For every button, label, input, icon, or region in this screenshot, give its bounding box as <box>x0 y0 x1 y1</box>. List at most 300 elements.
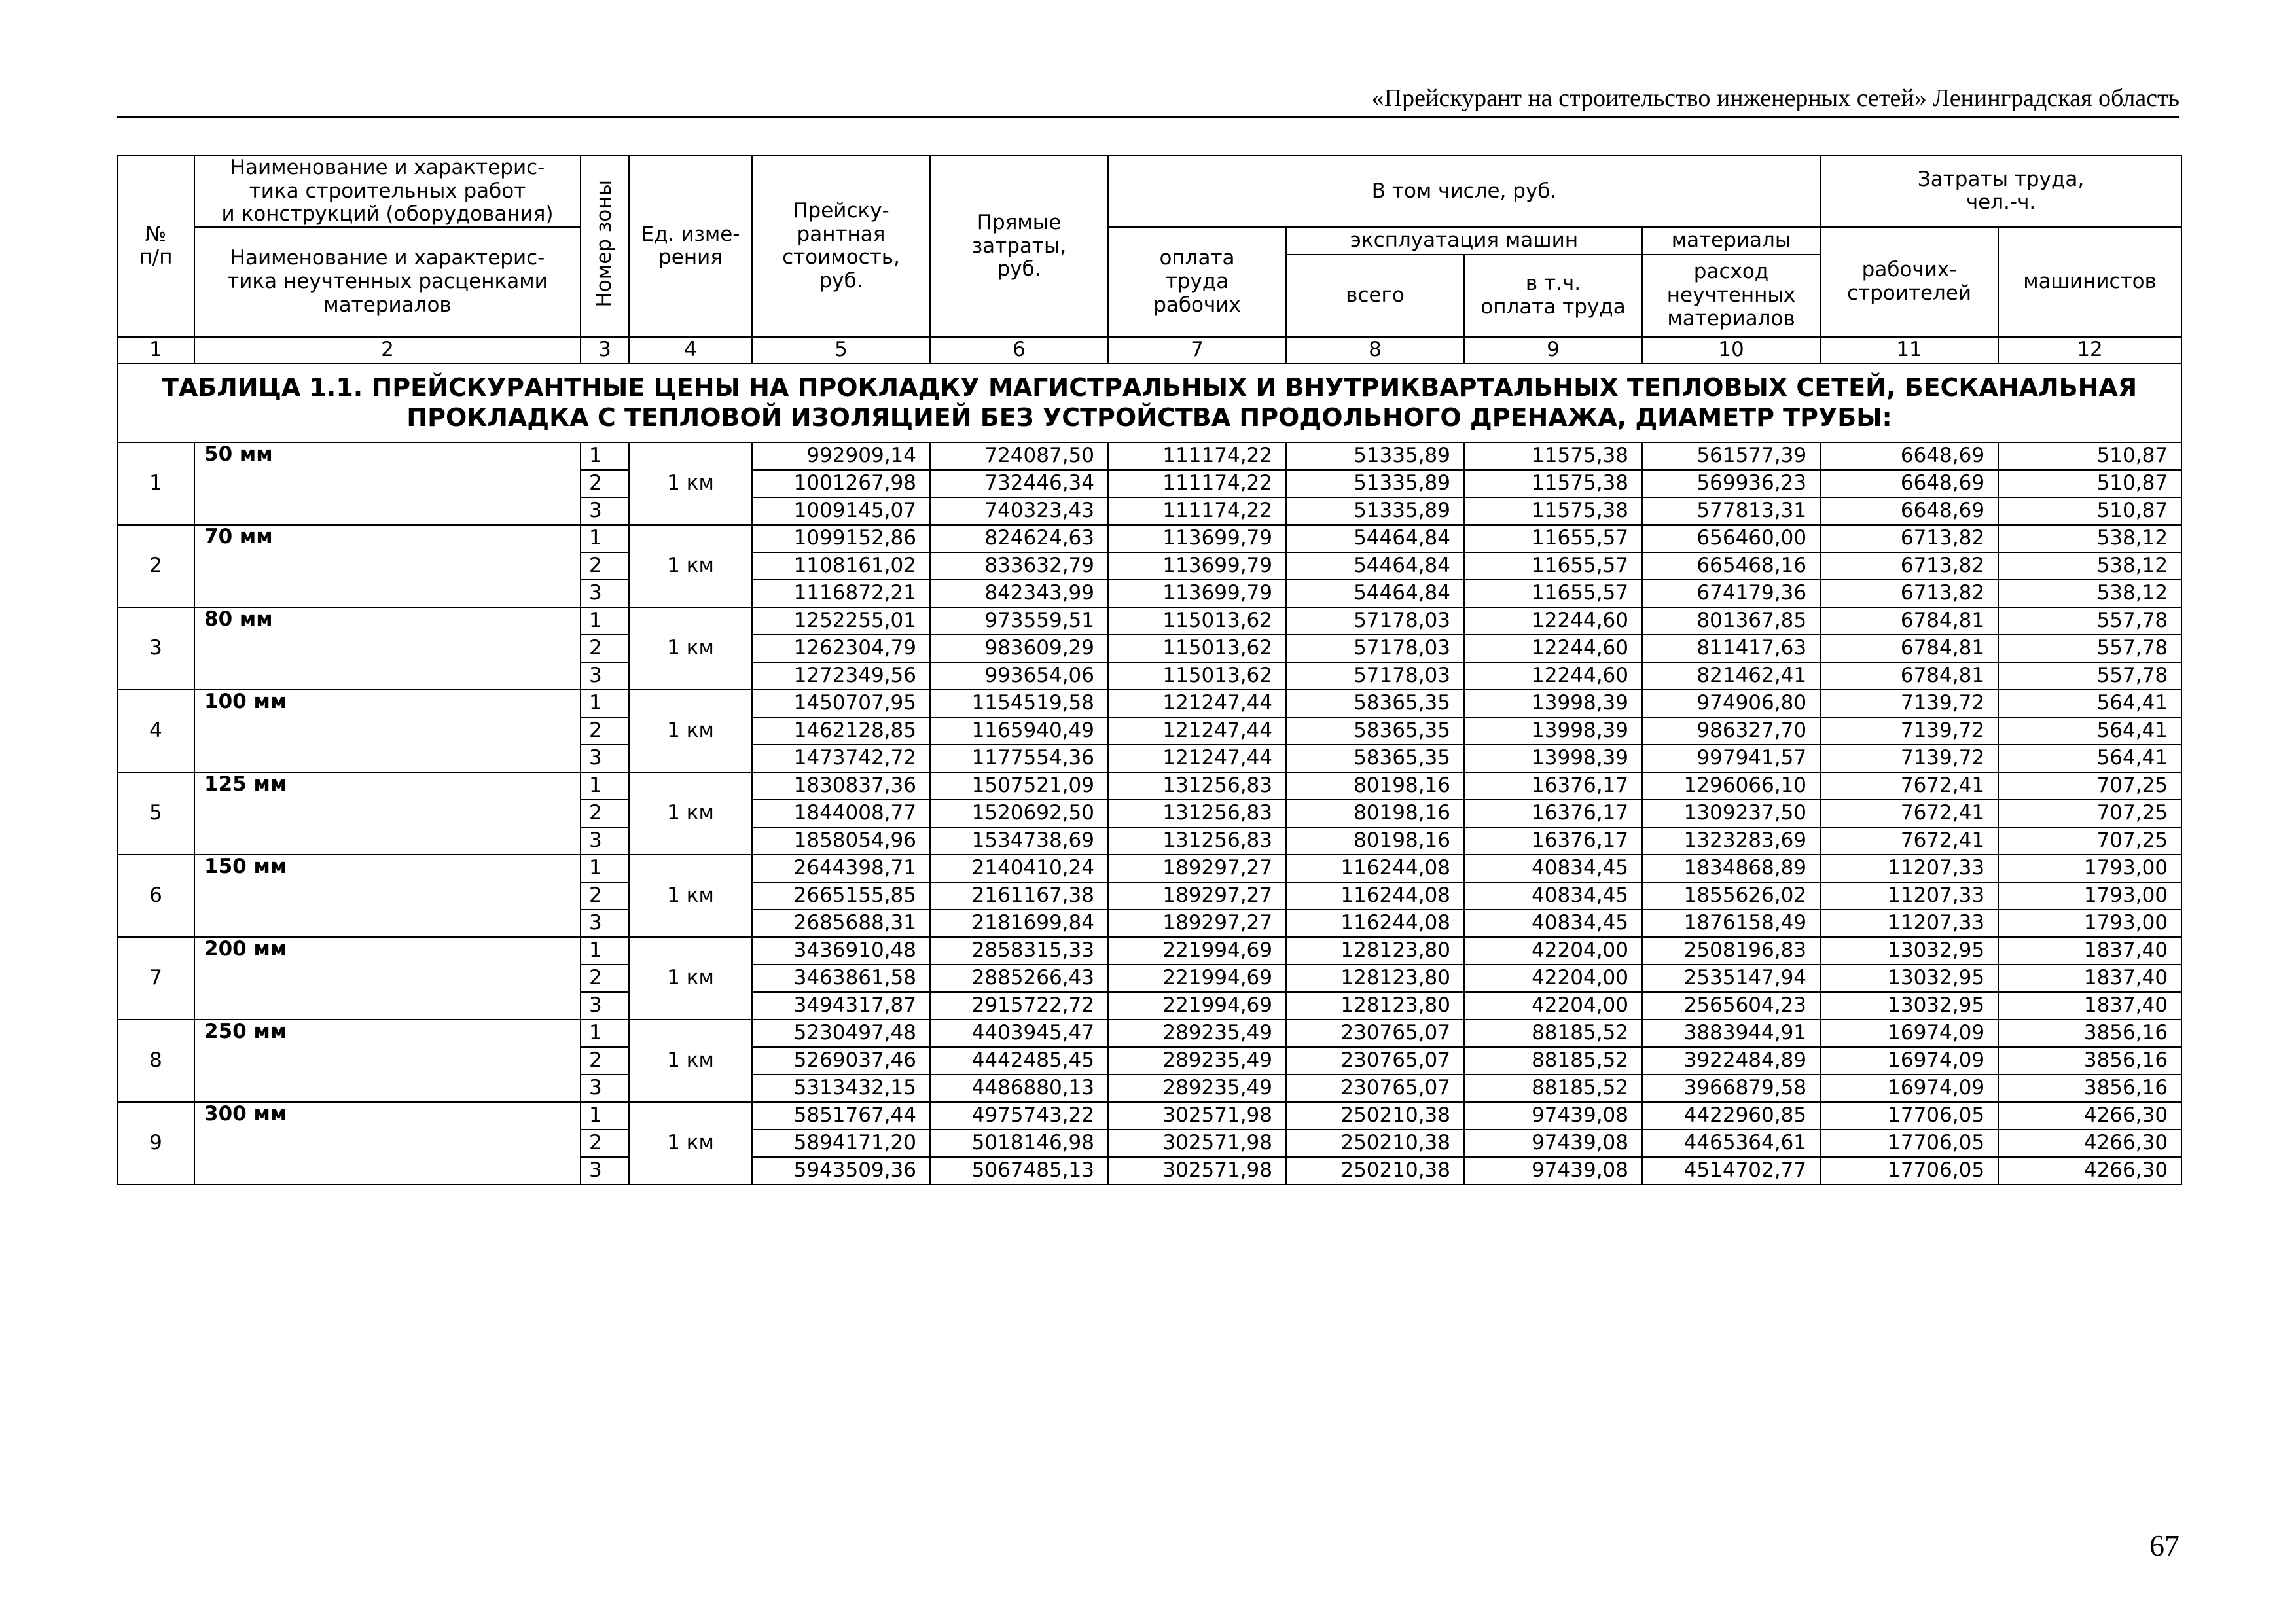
labor-pay-cell: 131256,83 <box>1108 827 1286 855</box>
direct-cost-cell: 993654,06 <box>930 662 1108 690</box>
zone-cell: 1 <box>581 772 629 800</box>
labor-pay-cell: 131256,83 <box>1108 772 1286 800</box>
operators-hours-cell: 1793,00 <box>1998 910 2181 937</box>
machines-total-cell: 57178,03 <box>1286 635 1464 662</box>
direct-cost-cell: 2140410,24 <box>930 855 1108 882</box>
direct-cost-cell: 1534738,69 <box>930 827 1108 855</box>
table-row <box>117 607 2181 635</box>
col-number: 3 <box>581 337 629 363</box>
labor-pay-cell: 121247,44 <box>1108 745 1286 772</box>
column-number-row <box>117 337 2181 363</box>
operators-hours-cell: 1837,40 <box>1998 992 2181 1020</box>
materials-cell: 569936,23 <box>1642 470 1820 497</box>
item-number: 8 <box>117 1020 194 1102</box>
machines-total-cell: 51335,89 <box>1286 497 1464 525</box>
machines-total-cell: 51335,89 <box>1286 442 1464 470</box>
operators-hours-cell: 564,41 <box>1998 717 2181 745</box>
direct-cost-cell: 1507521,09 <box>930 772 1108 800</box>
machines-labor-cell: 16376,17 <box>1464 800 1642 827</box>
operators-hours-cell: 538,12 <box>1998 580 2181 607</box>
materials-cell: 3922484,89 <box>1642 1047 1820 1075</box>
operators-hours-cell: 510,87 <box>1998 442 2181 470</box>
table-row <box>117 1020 2181 1047</box>
price-cell: 1272349,56 <box>752 662 930 690</box>
table-row <box>117 442 2181 470</box>
col-number: 8 <box>1286 337 1464 363</box>
operators-hours-cell: 3856,16 <box>1998 1047 2181 1075</box>
zone-cell: 2 <box>581 965 629 992</box>
unit-cell: 1 км <box>629 937 752 1020</box>
machines-total-cell: 80198,16 <box>1286 800 1464 827</box>
direct-cost-cell: 1165940,49 <box>930 717 1108 745</box>
workers-hours-cell: 6784,81 <box>1820 635 1998 662</box>
labor-pay-cell: 289235,49 <box>1108 1075 1286 1102</box>
price-table <box>117 155 2182 1185</box>
zone-cell: 3 <box>581 1157 629 1185</box>
zone-cell: 3 <box>581 1075 629 1102</box>
operators-hours-cell: 1837,40 <box>1998 937 2181 965</box>
machines-total-cell: 116244,08 <box>1286 910 1464 937</box>
operators-hours-cell: 4266,30 <box>1998 1130 2181 1157</box>
price-cell: 1009145,07 <box>752 497 930 525</box>
price-cell: 1844008,77 <box>752 800 930 827</box>
machines-labor-cell: 42204,00 <box>1464 992 1642 1020</box>
machines-labor-cell: 97439,08 <box>1464 1157 1642 1185</box>
col-number: 7 <box>1108 337 1286 363</box>
machines-labor-cell: 11575,38 <box>1464 442 1642 470</box>
price-cell: 3494317,87 <box>752 992 930 1020</box>
workers-hours-cell: 7672,41 <box>1820 827 1998 855</box>
table-row <box>117 690 2181 717</box>
labor-pay-cell: 111174,22 <box>1108 442 1286 470</box>
workers-hours-cell: 11207,33 <box>1820 882 1998 910</box>
header-unit: Ед. изме- рения <box>629 156 752 337</box>
materials-cell: 1855626,02 <box>1642 882 1820 910</box>
item-number: 4 <box>117 690 194 772</box>
materials-cell: 665468,16 <box>1642 552 1820 580</box>
item-number: 7 <box>117 937 194 1020</box>
operators-hours-cell: 707,25 <box>1998 827 2181 855</box>
item-number: 5 <box>117 772 194 855</box>
header-name-top: Наименование и характерис- тика строительных работ и конструкций (оборудования) <box>194 156 581 227</box>
machines-labor-cell: 13998,39 <box>1464 717 1642 745</box>
price-cell: 1116872,21 <box>752 580 930 607</box>
unit-cell: 1 км <box>629 607 752 690</box>
direct-cost-cell: 724087,50 <box>930 442 1108 470</box>
labor-pay-cell: 302571,98 <box>1108 1157 1286 1185</box>
machines-total-cell: 51335,89 <box>1286 470 1464 497</box>
table-row <box>117 1102 2181 1130</box>
materials-cell: 4514702,77 <box>1642 1157 1820 1185</box>
item-name: 250 мм <box>194 1020 581 1102</box>
item-number: 2 <box>117 525 194 607</box>
table-row <box>117 937 2181 965</box>
zone-cell: 2 <box>581 470 629 497</box>
table-row <box>117 855 2181 882</box>
direct-cost-cell: 732446,34 <box>930 470 1108 497</box>
machines-total-cell: 250210,38 <box>1286 1102 1464 1130</box>
workers-hours-cell: 6648,69 <box>1820 497 1998 525</box>
zone-cell: 3 <box>581 745 629 772</box>
labor-pay-cell: 221994,69 <box>1108 992 1286 1020</box>
direct-cost-cell: 4486880,13 <box>930 1075 1108 1102</box>
col-number: 6 <box>930 337 1108 363</box>
item-number: 9 <box>117 1102 194 1185</box>
item-name: 50 мм <box>194 442 581 525</box>
price-cell: 5851767,44 <box>752 1102 930 1130</box>
workers-hours-cell: 11207,33 <box>1820 910 1998 937</box>
operators-hours-cell: 557,78 <box>1998 662 2181 690</box>
operators-hours-cell: 557,78 <box>1998 635 2181 662</box>
col-number: 4 <box>629 337 752 363</box>
machines-labor-cell: 13998,39 <box>1464 745 1642 772</box>
zone-cell: 2 <box>581 635 629 662</box>
running-header: «Прейскурант на строительство инженерных сетей» Ленинградская область <box>1371 84 2179 112</box>
header-group-incl: В том числе, руб. <box>1108 156 1820 227</box>
materials-cell: 1309237,50 <box>1642 800 1820 827</box>
machines-labor-cell: 12244,60 <box>1464 635 1642 662</box>
machines-labor-cell: 16376,17 <box>1464 827 1642 855</box>
price-cell: 1830837,36 <box>752 772 930 800</box>
header-labor-pay: оплата труда рабочих <box>1108 227 1286 337</box>
materials-cell: 811417,63 <box>1642 635 1820 662</box>
machines-labor-cell: 42204,00 <box>1464 965 1642 992</box>
operators-hours-cell: 3856,16 <box>1998 1020 2181 1047</box>
machines-total-cell: 80198,16 <box>1286 827 1464 855</box>
direct-cost-cell: 740323,43 <box>930 497 1108 525</box>
direct-cost-cell: 1520692,50 <box>930 800 1108 827</box>
price-cell: 3463861,58 <box>752 965 930 992</box>
col-number: 12 <box>1998 337 2181 363</box>
section-title: ТАБЛИЦА 1.1. ПРЕЙСКУРАНТНЫЕ ЦЕНЫ НА ПРОКЛАДКУ МАГИСТРАЛЬНЫХ И ВНУТРИКВАРТАЛЬНЫХ ТЕПЛОВЫХ СЕТЕЙ, БЕСКАНАЛЬНАЯ ПРОКЛАДКА С ТЕПЛОВОЙ ИЗОЛЯЦИЕЙ БЕЗ УСТРОЙСТВА ПРОДОЛЬНОГО ДРЕНАЖА, ДИАМЕТР ТРУБЫ: <box>117 363 2181 442</box>
zone-cell: 2 <box>581 800 629 827</box>
item-number: 1 <box>117 442 194 525</box>
machines-total-cell: 128123,80 <box>1286 937 1464 965</box>
unit-cell: 1 км <box>629 1020 752 1102</box>
labor-pay-cell: 121247,44 <box>1108 717 1286 745</box>
zone-cell: 1 <box>581 1102 629 1130</box>
materials-cell: 656460,00 <box>1642 525 1820 552</box>
machines-labor-cell: 16376,17 <box>1464 772 1642 800</box>
direct-cost-cell: 5018146,98 <box>930 1130 1108 1157</box>
materials-cell: 2565604,23 <box>1642 992 1820 1020</box>
item-number: 3 <box>117 607 194 690</box>
price-cell: 5894171,20 <box>752 1130 930 1157</box>
operators-hours-cell: 1793,00 <box>1998 882 2181 910</box>
header-name-bottom: Наименование и характерис- тика неучтенных расценками материалов <box>194 227 581 337</box>
header-group-machines: эксплуатация машин <box>1286 227 1642 255</box>
machines-labor-cell: 42204,00 <box>1464 937 1642 965</box>
machines-total-cell: 57178,03 <box>1286 662 1464 690</box>
labor-pay-cell: 115013,62 <box>1108 635 1286 662</box>
machines-labor-cell: 11575,38 <box>1464 470 1642 497</box>
price-cell: 1262304,79 <box>752 635 930 662</box>
header-group-materials: материалы <box>1642 227 1820 255</box>
labor-pay-cell: 111174,22 <box>1108 470 1286 497</box>
labor-pay-cell: 221994,69 <box>1108 965 1286 992</box>
header-no: № п/п <box>117 156 194 337</box>
page-number: 67 <box>2149 1529 2179 1562</box>
zone-cell: 2 <box>581 552 629 580</box>
machines-total-cell: 80198,16 <box>1286 772 1464 800</box>
zone-cell: 1 <box>581 690 629 717</box>
materials-cell: 997941,57 <box>1642 745 1820 772</box>
operators-hours-cell: 3856,16 <box>1998 1075 2181 1102</box>
item-number: 6 <box>117 855 194 937</box>
operators-hours-cell: 1793,00 <box>1998 855 2181 882</box>
labor-pay-cell: 189297,27 <box>1108 855 1286 882</box>
col-number: 9 <box>1464 337 1642 363</box>
machines-labor-cell: 11655,57 <box>1464 580 1642 607</box>
machines-labor-cell: 12244,60 <box>1464 607 1642 635</box>
materials-cell: 821462,41 <box>1642 662 1820 690</box>
price-cell: 1450707,95 <box>752 690 930 717</box>
price-cell: 5943509,36 <box>752 1157 930 1185</box>
workers-hours-cell: 17706,05 <box>1820 1102 1998 1130</box>
price-cell: 1252255,01 <box>752 607 930 635</box>
machines-labor-cell: 11575,38 <box>1464 497 1642 525</box>
machines-total-cell: 58365,35 <box>1286 745 1464 772</box>
materials-cell: 801367,85 <box>1642 607 1820 635</box>
machines-total-cell: 128123,80 <box>1286 992 1464 1020</box>
operators-hours-cell: 4266,30 <box>1998 1157 2181 1185</box>
machines-total-cell: 250210,38 <box>1286 1157 1464 1185</box>
machines-total-cell: 57178,03 <box>1286 607 1464 635</box>
item-name: 150 мм <box>194 855 581 937</box>
machines-labor-cell: 40834,45 <box>1464 855 1642 882</box>
machines-total-cell: 54464,84 <box>1286 525 1464 552</box>
labor-pay-cell: 302571,98 <box>1108 1130 1286 1157</box>
operators-hours-cell: 564,41 <box>1998 690 2181 717</box>
zone-cell: 3 <box>581 580 629 607</box>
machines-total-cell: 58365,35 <box>1286 690 1464 717</box>
zone-cell: 1 <box>581 1020 629 1047</box>
workers-hours-cell: 6784,81 <box>1820 662 1998 690</box>
direct-cost-cell: 1154519,58 <box>930 690 1108 717</box>
direct-cost-cell: 1177554,36 <box>930 745 1108 772</box>
item-name: 100 мм <box>194 690 581 772</box>
header-mach-labor: в т.ч. оплата труда <box>1464 255 1642 337</box>
machines-total-cell: 250210,38 <box>1286 1130 1464 1157</box>
workers-hours-cell: 6713,82 <box>1820 552 1998 580</box>
zone-cell: 1 <box>581 442 629 470</box>
labor-pay-cell: 131256,83 <box>1108 800 1286 827</box>
materials-cell: 3883944,91 <box>1642 1020 1820 1047</box>
price-cell: 1462128,85 <box>752 717 930 745</box>
zone-cell: 2 <box>581 717 629 745</box>
direct-cost-cell: 4975743,22 <box>930 1102 1108 1130</box>
direct-cost-cell: 4403945,47 <box>930 1020 1108 1047</box>
machines-total-cell: 230765,07 <box>1286 1020 1464 1047</box>
workers-hours-cell: 7672,41 <box>1820 800 1998 827</box>
price-cell: 5230497,48 <box>752 1020 930 1047</box>
unit-cell: 1 км <box>629 442 752 525</box>
machines-labor-cell: 11655,57 <box>1464 552 1642 580</box>
price-cell: 1473742,72 <box>752 745 930 772</box>
zone-cell: 2 <box>581 1130 629 1157</box>
zone-cell: 2 <box>581 1047 629 1075</box>
zone-cell: 1 <box>581 525 629 552</box>
table-header <box>117 156 2181 442</box>
machines-total-cell: 230765,07 <box>1286 1075 1464 1102</box>
zone-cell: 3 <box>581 497 629 525</box>
machines-labor-cell: 11655,57 <box>1464 525 1642 552</box>
unit-cell: 1 км <box>629 1102 752 1185</box>
operators-hours-cell: 510,87 <box>1998 497 2181 525</box>
col-number: 1 <box>117 337 194 363</box>
unit-cell: 1 км <box>629 855 752 937</box>
operators-hours-cell: 4266,30 <box>1998 1102 2181 1130</box>
workers-hours-cell: 6784,81 <box>1820 607 1998 635</box>
operators-hours-cell: 538,12 <box>1998 552 2181 580</box>
workers-hours-cell: 7672,41 <box>1820 772 1998 800</box>
direct-cost-cell: 983609,29 <box>930 635 1108 662</box>
labor-pay-cell: 111174,22 <box>1108 497 1286 525</box>
direct-cost-cell: 973559,51 <box>930 607 1108 635</box>
direct-cost-cell: 2858315,33 <box>930 937 1108 965</box>
labor-pay-cell: 289235,49 <box>1108 1020 1286 1047</box>
direct-cost-cell: 833632,79 <box>930 552 1108 580</box>
operators-hours-cell: 707,25 <box>1998 800 2181 827</box>
price-cell: 5269037,46 <box>752 1047 930 1075</box>
labor-pay-cell: 113699,79 <box>1108 580 1286 607</box>
table-body <box>117 442 2181 1185</box>
header-materials: расход неучтенных материалов <box>1642 255 1820 337</box>
price-cell: 1858054,96 <box>752 827 930 855</box>
workers-hours-cell: 7139,72 <box>1820 717 1998 745</box>
machines-total-cell: 58365,35 <box>1286 717 1464 745</box>
operators-hours-cell: 1837,40 <box>1998 965 2181 992</box>
direct-cost-cell: 824624,63 <box>930 525 1108 552</box>
machines-total-cell: 116244,08 <box>1286 855 1464 882</box>
machines-total-cell: 230765,07 <box>1286 1047 1464 1075</box>
workers-hours-cell: 7139,72 <box>1820 690 1998 717</box>
col-number: 11 <box>1820 337 1998 363</box>
operators-hours-cell: 538,12 <box>1998 525 2181 552</box>
header-zone-label: Номер зоны <box>592 179 617 308</box>
machines-labor-cell: 97439,08 <box>1464 1130 1642 1157</box>
operators-hours-cell: 557,78 <box>1998 607 2181 635</box>
item-name: 70 мм <box>194 525 581 607</box>
machines-total-cell: 54464,84 <box>1286 552 1464 580</box>
direct-cost-cell: 2885266,43 <box>930 965 1108 992</box>
item-name: 300 мм <box>194 1102 581 1185</box>
labor-pay-cell: 113699,79 <box>1108 525 1286 552</box>
zone-cell: 1 <box>581 607 629 635</box>
zone-cell: 3 <box>581 662 629 690</box>
materials-cell: 2508196,83 <box>1642 937 1820 965</box>
machines-labor-cell: 97439,08 <box>1464 1102 1642 1130</box>
machines-labor-cell: 88185,52 <box>1464 1020 1642 1047</box>
labor-pay-cell: 115013,62 <box>1108 662 1286 690</box>
workers-hours-cell: 11207,33 <box>1820 855 1998 882</box>
header-rule <box>117 116 2179 118</box>
zone-cell: 3 <box>581 827 629 855</box>
price-cell: 5313432,15 <box>752 1075 930 1102</box>
table-row <box>117 525 2181 552</box>
zone-cell: 3 <box>581 992 629 1020</box>
materials-cell: 3966879,58 <box>1642 1075 1820 1102</box>
table-row <box>117 772 2181 800</box>
header-mach-total: всего <box>1286 255 1464 337</box>
labor-pay-cell: 302571,98 <box>1108 1102 1286 1130</box>
direct-cost-cell: 5067485,13 <box>930 1157 1108 1185</box>
price-cell: 1099152,86 <box>752 525 930 552</box>
machines-total-cell: 116244,08 <box>1286 882 1464 910</box>
item-name: 200 мм <box>194 937 581 1020</box>
machines-labor-cell: 88185,52 <box>1464 1047 1642 1075</box>
labor-pay-cell: 115013,62 <box>1108 607 1286 635</box>
header-zone <box>581 156 629 337</box>
labor-pay-cell: 113699,79 <box>1108 552 1286 580</box>
zone-cell: 1 <box>581 855 629 882</box>
header-price: Прейску- рантная стоимость, руб. <box>752 156 930 337</box>
item-name: 80 мм <box>194 607 581 690</box>
materials-cell: 561577,39 <box>1642 442 1820 470</box>
col-number: 5 <box>752 337 930 363</box>
workers-hours-cell: 16974,09 <box>1820 1075 1998 1102</box>
machines-labor-cell: 40834,45 <box>1464 882 1642 910</box>
materials-cell: 1323283,69 <box>1642 827 1820 855</box>
col-number: 2 <box>194 337 581 363</box>
materials-cell: 4465364,61 <box>1642 1130 1820 1157</box>
labor-pay-cell: 221994,69 <box>1108 937 1286 965</box>
price-cell: 3436910,48 <box>752 937 930 965</box>
machines-labor-cell: 88185,52 <box>1464 1075 1642 1102</box>
materials-cell: 1834868,89 <box>1642 855 1820 882</box>
materials-cell: 1876158,49 <box>1642 910 1820 937</box>
machines-labor-cell: 40834,45 <box>1464 910 1642 937</box>
labor-pay-cell: 121247,44 <box>1108 690 1286 717</box>
materials-cell: 974906,80 <box>1642 690 1820 717</box>
header-direct: Прямые затраты, руб. <box>930 156 1108 337</box>
machines-labor-cell: 12244,60 <box>1464 662 1642 690</box>
machines-total-cell: 128123,80 <box>1286 965 1464 992</box>
workers-hours-cell: 17706,05 <box>1820 1130 1998 1157</box>
direct-cost-cell: 2915722,72 <box>930 992 1108 1020</box>
operators-hours-cell: 510,87 <box>1998 470 2181 497</box>
price-cell: 2644398,71 <box>752 855 930 882</box>
workers-hours-cell: 13032,95 <box>1820 992 1998 1020</box>
price-cell: 1001267,98 <box>752 470 930 497</box>
col-number: 10 <box>1642 337 1820 363</box>
workers-hours-cell: 6713,82 <box>1820 580 1998 607</box>
workers-hours-cell: 16974,09 <box>1820 1047 1998 1075</box>
operators-hours-cell: 707,25 <box>1998 772 2181 800</box>
header-workers: рабочих- строителей <box>1820 227 1998 337</box>
zone-cell: 3 <box>581 910 629 937</box>
price-cell: 1108161,02 <box>752 552 930 580</box>
workers-hours-cell: 6648,69 <box>1820 470 1998 497</box>
workers-hours-cell: 17706,05 <box>1820 1157 1998 1185</box>
item-name: 125 мм <box>194 772 581 855</box>
labor-pay-cell: 289235,49 <box>1108 1047 1286 1075</box>
workers-hours-cell: 6648,69 <box>1820 442 1998 470</box>
header-operators: машинистов <box>1998 227 2181 337</box>
materials-cell: 674179,36 <box>1642 580 1820 607</box>
machines-labor-cell: 13998,39 <box>1464 690 1642 717</box>
materials-cell: 1296066,10 <box>1642 772 1820 800</box>
direct-cost-cell: 2181699,84 <box>930 910 1108 937</box>
price-cell: 992909,14 <box>752 442 930 470</box>
materials-cell: 986327,70 <box>1642 717 1820 745</box>
direct-cost-cell: 842343,99 <box>930 580 1108 607</box>
unit-cell: 1 км <box>629 525 752 607</box>
materials-cell: 577813,31 <box>1642 497 1820 525</box>
workers-hours-cell: 6713,82 <box>1820 525 1998 552</box>
direct-cost-cell: 2161167,38 <box>930 882 1108 910</box>
operators-hours-cell: 564,41 <box>1998 745 2181 772</box>
